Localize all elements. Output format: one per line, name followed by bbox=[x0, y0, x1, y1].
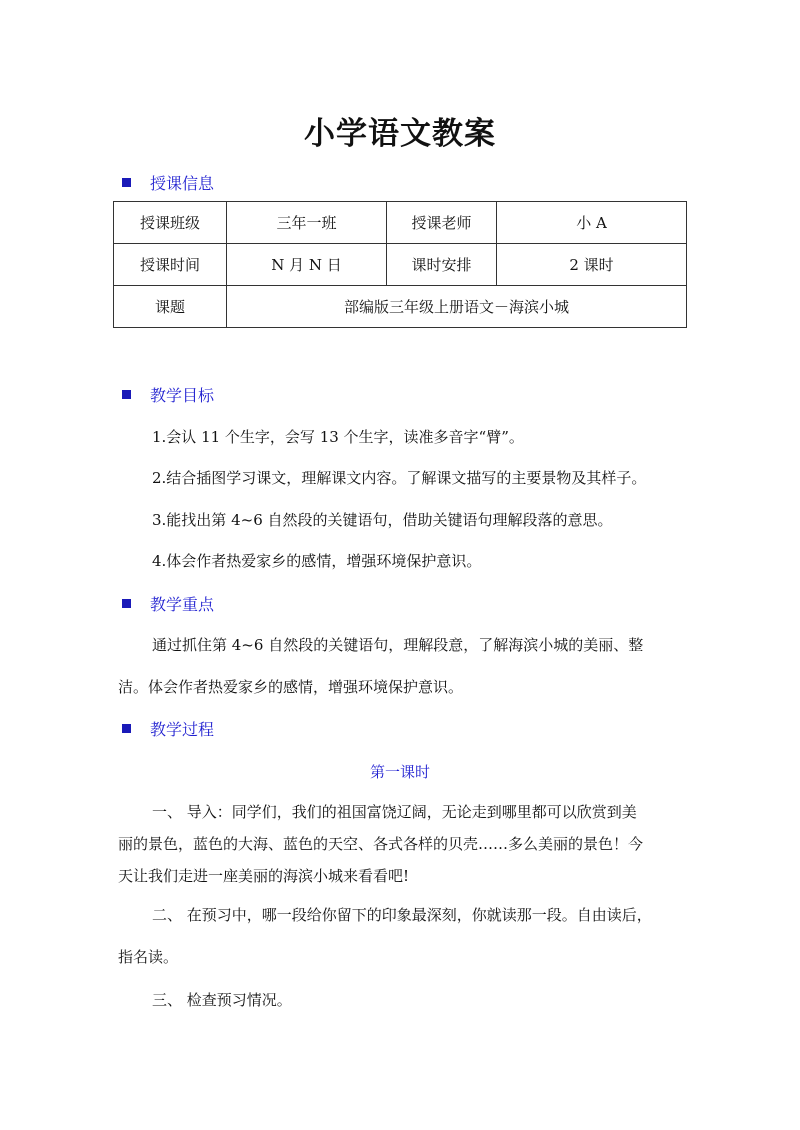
table-cell-class-label: 授课班级 bbox=[114, 202, 227, 244]
paragraph-line: 一、 导入：同学们，我们的祖国富饶辽阔，无论走到哪里都可以欣赏到美 bbox=[152, 803, 637, 821]
goal-item: 4.体会作者热爱家乡的感情，增强环境保护意识。 bbox=[152, 552, 482, 570]
section-heading-text: 授课信息 bbox=[150, 173, 215, 193]
paragraph-line: 天让我们走进一座美丽的海滨小城来看看吧! bbox=[118, 867, 410, 885]
square-bullet-icon bbox=[122, 178, 131, 187]
info-table bbox=[113, 201, 687, 328]
table-row bbox=[114, 202, 687, 244]
table-row bbox=[114, 286, 687, 328]
goal-item: 2.结合插图学习课文，理解课文内容。了解课文描写的主要景物及其样子。 bbox=[152, 469, 647, 487]
table-cell-topic-value: 部编版三年级上册语文－海滨小城 bbox=[227, 286, 687, 328]
paragraph-line: 指名读。 bbox=[118, 948, 179, 966]
table-cell-teacher-label: 授课老师 bbox=[387, 202, 497, 244]
lesson-subtitle: 第一课时 bbox=[369, 763, 430, 781]
square-bullet-icon bbox=[122, 390, 131, 399]
paragraph-line: 通过抓住第 4~6 自然段的关键语句，理解段意，了解海滨小城的美丽、整 bbox=[152, 636, 644, 654]
table-row bbox=[114, 244, 687, 286]
section-heading-focus bbox=[122, 591, 214, 615]
paragraph-line: 二、 在预习中，哪一段给你留下的印象最深刻，你就读那一段。自由读后， bbox=[152, 906, 652, 924]
section-heading-info bbox=[122, 170, 214, 194]
document-title: 小学语文教案 bbox=[304, 116, 496, 152]
table-cell-time-value: N 月 N 日 bbox=[227, 244, 387, 286]
table-cell-teacher-value: 小 A bbox=[497, 202, 687, 244]
table-cell-hours-label: 课时安排 bbox=[387, 244, 497, 286]
square-bullet-icon bbox=[122, 724, 131, 733]
table-cell-hours-value: 2 课时 bbox=[497, 244, 687, 286]
paragraph-line: 丽的景色，蓝色的大海、蓝色的天空、各式各样的贝壳……多么美丽的景色！今 bbox=[118, 835, 644, 853]
section-heading-text: 教学重点 bbox=[150, 594, 215, 614]
goal-item: 1.会认 11 个生字，会写 13 个生字，读准多音字“臂”。 bbox=[152, 428, 524, 446]
paragraph-line: 三、 检查预习情况。 bbox=[152, 991, 292, 1009]
table-cell-class-value: 三年一班 bbox=[227, 202, 387, 244]
goal-item: 3.能找出第 4~6 自然段的关键语句，借助关键语句理解段落的意思。 bbox=[152, 511, 613, 529]
square-bullet-icon bbox=[122, 599, 131, 608]
section-heading-goals bbox=[122, 382, 214, 406]
section-heading-text: 教学目标 bbox=[150, 385, 215, 405]
section-heading-text: 教学过程 bbox=[150, 719, 215, 739]
paragraph-line: 洁。体会作者热爱家乡的感情，增强环境保护意识。 bbox=[118, 678, 464, 696]
table-cell-topic-label: 课题 bbox=[114, 286, 227, 328]
section-heading-process bbox=[122, 716, 214, 740]
table-cell-time-label: 授课时间 bbox=[114, 244, 227, 286]
